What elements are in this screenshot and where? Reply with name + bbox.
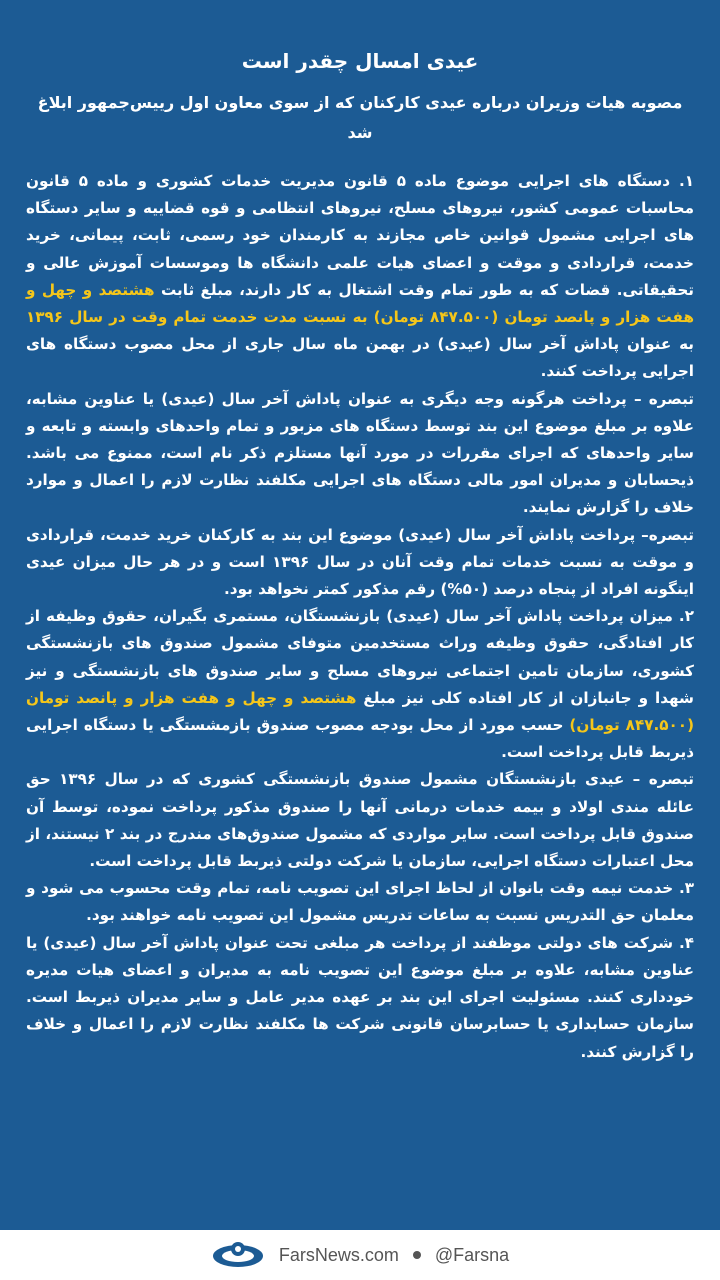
page-subtitle: مصوبه هیات وزیران درباره عیدی کارکنان که از سوی معاون اول رییس‌جمهور ابلاغ شد bbox=[37, 93, 683, 142]
social-handle[interactable]: @Farsna bbox=[434, 1244, 510, 1265]
paragraph-4-text-b: حسب مورد از محل بودجه مصوب صندوق بازمشستگی یا دستگاه اجرایی ذیربط قابل پرداخت است. bbox=[26, 716, 694, 762]
article-body bbox=[26, 168, 694, 1066]
paragraph-4-text-a: ۲. میزان پرداخت پاداش آخر سال (عیدی) بازنشستگان، مستمری بگیران، حقوق وظیفه از کار افتادگی، حقوق وظیفه وراث مستخدمین متوفای مشمول صندوق های بازنشستگی کشوری، سازمان تامین اجتماعی نیروهای مسلح و سایر صندوق های بازنشستگی و نیز شهدا و جانبازان از کار افتاده کلی نیز مبلغ bbox=[26, 607, 694, 707]
paragraph-1-highlight: هشتصد و چهل و هفت هزار و پانصد تومان (۸۴۷.۵۰۰ تومان) به نسبت مدت خدمت تمام وقت در سال ۱۳۹۶ bbox=[26, 280, 694, 327]
site-link[interactable]: FarsNews.com bbox=[278, 1244, 399, 1265]
footer-bar bbox=[0, 1230, 720, 1280]
paragraph-4 bbox=[26, 603, 694, 766]
paragraph-1 bbox=[26, 168, 694, 386]
paragraph-6: ۳. خدمت نیمه وقت بانوان از لحاظ اجرای این تصویب نامه، تمام وقت محسوب می شود و معلمان حق التدریس نسبت به ساعات تدریس مشمول این تصویب نامه خواهند بود. bbox=[26, 879, 694, 925]
separator-dot bbox=[413, 1251, 421, 1259]
paragraph-2: تبصره – پرداخت هرگونه وجه دیگری به عنوان پاداش آخر سال (عیدی) یا عناوین مشابه، علاوه بر مبلغ موضوع این بند توسط دستگاه های مزبور و تمام واحدهای وابسته و تابعه و سایر واحدهای که اجرای مقررات در مورد آنها مستلزم ذکر نام است، ممنوع می باشد. ذیحسابان و مدیران امور مالی دستگاه های اجرایی مکلفند نظارت لازم را اعمال و موارد خلاف را گزارش نمایند. bbox=[26, 389, 694, 517]
fars-logo-icon bbox=[211, 1237, 265, 1273]
page-title: عیدی امسال چقدر است bbox=[241, 49, 479, 73]
paragraph-1-text-b: به عنوان پاداش آخر سال (عیدی) در بهمن ماه سال جاری از محل مصوب دستگاه های اجرایی پرداخت کنند. bbox=[26, 335, 694, 381]
paragraph-7: ۴. شرکت های دولتی موظفند از پرداخت هر مبلغی تحت عنوان پاداش آخر سال (عیدی) یا عناوین مشابه، علاوه بر مبلغ موضوع این تصویب نامه به مدیران و اعضای هیات مدیره خودداری کنند. مسئولیت اجرای این بند بر عهده مدیر عامل و سایر مدیران ذیربط است. سازمان حسابداری یا حسابرسان قانونی شرکت ها مکلفند نظارت لازم را اعمال و خلاف را گزارش کنند. bbox=[26, 933, 694, 1061]
paragraph-1-text-a: ۱. دستگاه های اجرایی موضوع ماده ۵ قانون مدیریت خدمات کشوری و ماده ۵ قانون محاسبات عمومی کشور، نیروهای مسلح، نیروهای انتظامی و قوه قضاییه و سایر دستگاه های اجرایی مشمول قوانین خاص مجازند به کارمندان خود رسمی، ثابت، پیمانی، خرید خدمت، قراردادی و موقت و اعضای هیات علمی دانشگاه ها وموسسات آموزش عالی و تحقیقاتی. قضات که به طور تمام وقت اشتغال به کار دارند، مبلغ ثابت bbox=[26, 172, 695, 299]
paragraph-4-highlight: هشتصد و چهل و هفت هزار و پانصد تومان (۸۴۷.۵۰۰ تومان) bbox=[26, 688, 695, 735]
paragraph-5: تبصره – عیدی بازنشستگان مشمول صندوق بازنشستگی کشوری که در سال ۱۳۹۶ حق عائله مندی اولاد و بیمه خدمات درمانی آنها را صندوق مذکور پرداخت نموده، توسط آن صندوق قابل پرداخت است. سایر مواردی که مشمول صندوق‌های مندرج در بند ۲ نیستند، از محل اعتبارات دستگاه اجرایی، سازمان یا شرکت دولتی ذیربط قابل پرداخت است. bbox=[26, 770, 694, 871]
paragraph-3: تبصره– پرداخت پاداش آخر سال (عیدی) موضوع این بند به کارکنان خرید خدمت، قراردادی و موقت به نسبت خدمات تمام وقت آنان در سال ۱۳۹۶ است و در هر حال میزان عیدی اینگونه افراد از پنجاه درصد (۵۰%) رقم مذکور کمتر نخواهد بود. bbox=[26, 525, 694, 599]
